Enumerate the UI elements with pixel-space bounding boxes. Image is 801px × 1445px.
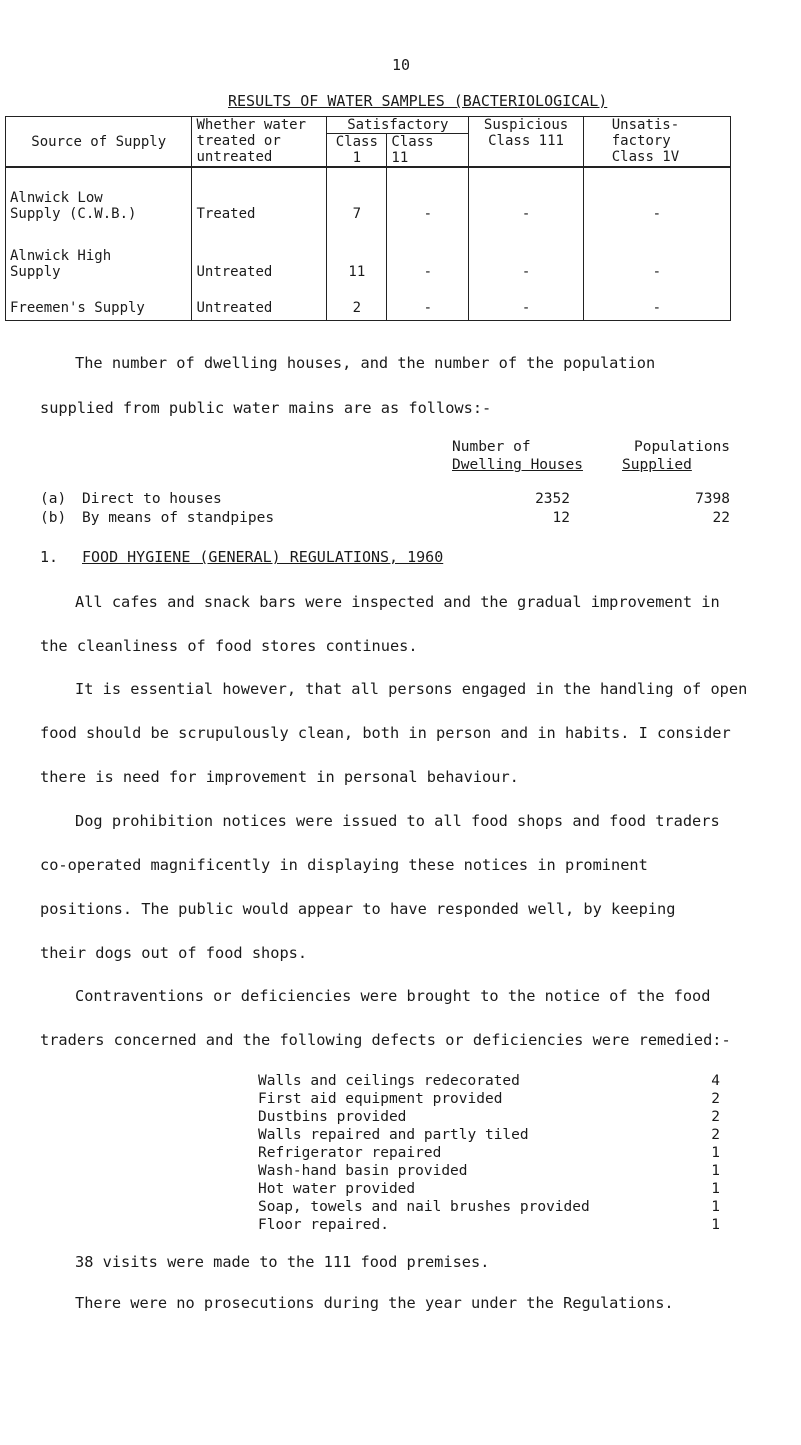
defect-item: Wash-hand basin provided bbox=[258, 1163, 468, 1179]
defect-item: Hot water provided bbox=[258, 1181, 416, 1197]
dwelling-row-population: 22 bbox=[712, 510, 730, 526]
source-cell: Freemen's Supply bbox=[6, 284, 192, 321]
col-houses-header: Number of Dwelling Houses bbox=[452, 439, 583, 473]
page-heading: RESULTS OF WATER SAMPLES (BACTERIOLOGICAL) bbox=[228, 92, 608, 110]
defect-item: Walls repaired and partly tiled bbox=[258, 1127, 529, 1143]
body-paragraph: there is need for improvement in personal behaviour. bbox=[40, 768, 519, 786]
header-class1: Class 1 bbox=[327, 134, 387, 168]
source-cell: Alnwick Low Supply (C.W.B.) bbox=[6, 167, 192, 226]
dwelling-row-label: (a) bbox=[40, 491, 67, 507]
suspicious-cell: - bbox=[469, 167, 583, 226]
defect-count: 1 bbox=[711, 1145, 720, 1161]
table-row bbox=[6, 167, 731, 226]
defect-count: 2 bbox=[711, 1109, 720, 1125]
class1-cell: 11 bbox=[327, 226, 387, 284]
body-paragraph: co-operated magnificently in displaying these notices in prominent bbox=[40, 856, 648, 874]
header-satisfactory: Satisfactory bbox=[327, 117, 469, 134]
defect-count: 2 bbox=[711, 1127, 720, 1143]
body-paragraph: positions. The public would appear to have responded well, by keeping bbox=[40, 900, 676, 918]
defect-item: First aid equipment provided bbox=[258, 1091, 503, 1107]
treated-cell: Untreated bbox=[192, 226, 327, 284]
unsatisfactory-cell: - bbox=[583, 284, 730, 321]
header-whether: Whether water treated or untreated bbox=[192, 117, 327, 168]
body-paragraph: Dog prohibition notices were issued to all food shops and food traders bbox=[75, 812, 720, 830]
treated-cell: Treated bbox=[192, 167, 327, 226]
class2-cell: - bbox=[387, 226, 469, 284]
unsatisfactory-cell: - bbox=[583, 167, 730, 226]
header-suspicious: Suspicious Class 111 bbox=[469, 117, 583, 168]
section-number: 1. bbox=[40, 548, 59, 566]
suspicious-cell: - bbox=[469, 226, 583, 284]
visits-line: 38 visits were made to the 111 food premises. bbox=[75, 1253, 490, 1271]
intro-line-1: The number of dwelling houses, and the number of the population bbox=[75, 354, 656, 372]
dwelling-row-desc: By means of standpipes bbox=[82, 510, 275, 526]
defect-item: Soap, towels and nail brushes provided bbox=[258, 1199, 590, 1215]
defect-count: 2 bbox=[711, 1091, 720, 1107]
defect-item: Walls and ceilings redecorated bbox=[258, 1073, 520, 1089]
defect-count: 1 bbox=[711, 1199, 720, 1215]
section-title: FOOD HYGIENE (GENERAL) REGULATIONS, 1960 bbox=[82, 548, 444, 566]
defect-count: 1 bbox=[711, 1181, 720, 1197]
defect-count: 1 bbox=[711, 1163, 720, 1179]
defect-item: Dustbins provided bbox=[258, 1109, 407, 1125]
treated-cell: Untreated bbox=[192, 284, 327, 321]
defect-count: 1 bbox=[711, 1217, 720, 1233]
table-row bbox=[6, 226, 731, 284]
dwelling-row-label: (b) bbox=[40, 510, 67, 526]
page-number: 10 bbox=[392, 56, 411, 74]
table-row bbox=[6, 284, 731, 321]
unsatisfactory-cell: - bbox=[583, 226, 730, 284]
class1-cell: 2 bbox=[327, 284, 387, 321]
dwelling-row-houses: 12 bbox=[552, 510, 570, 526]
body-paragraph: All cafes and snack bars were inspected and the gradual improvement in bbox=[75, 593, 720, 611]
intro-line-2: supplied from public water mains are as follows:- bbox=[40, 399, 492, 417]
class2-cell: - bbox=[387, 167, 469, 226]
prosecutions-line: There were no prosecutions during the year under the Regulations. bbox=[75, 1294, 674, 1312]
header-source: Source of Supply bbox=[6, 117, 192, 168]
body-paragraph: Contraventions or deficiencies were brought to the notice of the food bbox=[75, 987, 711, 1005]
header-unsatisfactory: Unsatis- factory Class 1V bbox=[583, 117, 730, 168]
class2-cell: - bbox=[387, 284, 469, 321]
class1-cell: 7 bbox=[327, 167, 387, 226]
col-population-header: Populations Supplied bbox=[622, 439, 731, 473]
suspicious-cell: - bbox=[469, 284, 583, 321]
body-paragraph: traders concerned and the following defects or deficiencies were remedied:- bbox=[40, 1031, 731, 1049]
body-paragraph: It is essential however, that all persons engaged in the handling of open bbox=[75, 680, 748, 698]
body-paragraph: their dogs out of food shops. bbox=[40, 944, 308, 962]
water-samples-table bbox=[5, 116, 731, 321]
defect-item: Refrigerator repaired bbox=[258, 1145, 442, 1161]
dwelling-row-population: 7398 bbox=[695, 491, 730, 507]
dwelling-row-houses: 2352 bbox=[535, 491, 570, 507]
body-paragraph: food should be scrupulously clean, both in person and in habits. I consider bbox=[40, 724, 731, 742]
defect-count: 4 bbox=[711, 1073, 720, 1089]
defect-item: Floor repaired. bbox=[258, 1217, 389, 1233]
source-cell: Alnwick High Supply bbox=[6, 226, 192, 284]
dwelling-row-desc: Direct to houses bbox=[82, 491, 222, 507]
body-paragraph: the cleanliness of food stores continues. bbox=[40, 637, 418, 655]
header-class2: Class 11 bbox=[387, 134, 469, 168]
